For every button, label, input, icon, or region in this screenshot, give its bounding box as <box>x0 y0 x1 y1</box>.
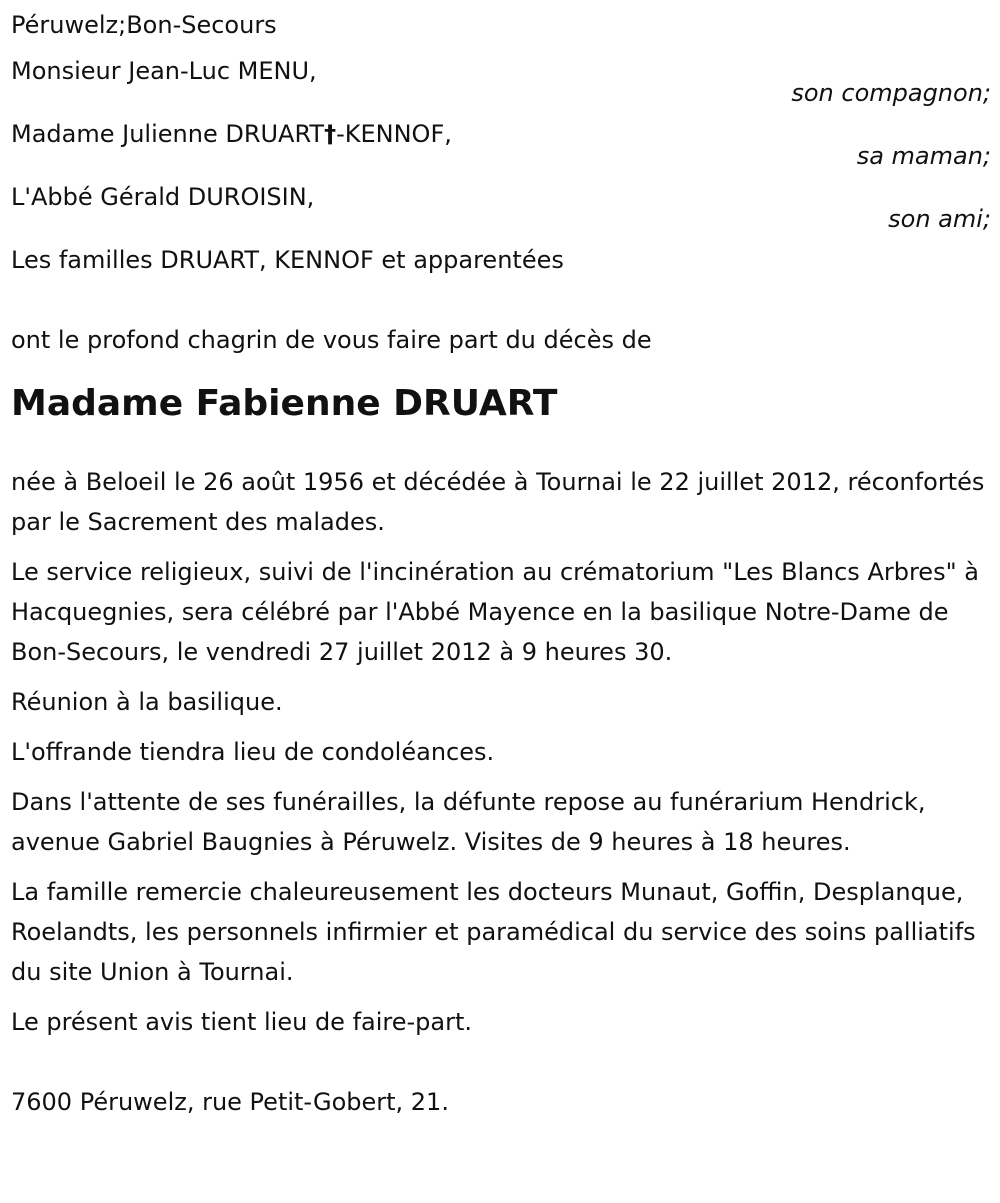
family-member <box>11 51 991 114</box>
paragraph-birth-death: née à Beloeil le 26 août 1956 et décédée à Tournai le 22 juillet 2012, réconfortés par le Sacrement des malades. <box>11 468 985 536</box>
family-member-role: sa maman; <box>856 142 991 170</box>
paragraph-service: Le service religieux, suivi de l'incinération au crématorium "Les Blancs Arbres" à Hacquegnies, sera célébré par l'Abbé Mayence en la basilique Notre-Dame de Bon-Secours, le vendredi 27 juillet 2012 à 9 heures 30. <box>11 558 979 666</box>
family-member-name-prefix: Madame Julienne DRUART <box>11 120 325 148</box>
families-line: Les familles DRUART, KENNOF et apparentées <box>11 246 564 274</box>
family-member <box>11 114 991 177</box>
family-member <box>11 177 991 240</box>
cross-icon: † <box>324 120 337 148</box>
address: 7600 Péruwelz, rue Petit-Gobert, 21. <box>11 1088 449 1116</box>
announcement-text: ont le profond chagrin de vous faire part du décès de <box>11 326 652 354</box>
location-header: Péruwelz;Bon-Secours <box>11 11 277 39</box>
family-list <box>11 51 991 240</box>
deceased-name: Madame Fabienne DRUART <box>11 383 558 424</box>
paragraph-offering: L'offrande tiendra lieu de condoléances. <box>11 738 495 766</box>
family-member-name: L'Abbé Gérald DUROISIN, <box>11 183 315 211</box>
paragraph-reunion: Réunion à la basilique. <box>11 688 283 716</box>
paragraph-funerarium: Dans l'attente de ses funérailles, la défunte repose au funérarium Hendrick, avenue Gabriel Baugnies à Péruwelz. Visites de 9 heures à 18 heures. <box>11 788 926 856</box>
family-member-name-suffix: -KENNOF, <box>336 120 452 148</box>
paragraph-notice: Le présent avis tient lieu de faire-part. <box>11 1008 473 1036</box>
family-member-name <box>11 114 452 154</box>
family-member-role: son ami; <box>888 205 991 233</box>
paragraph-thanks: La famille remercie chaleureusement les docteurs Munaut, Goffin, Desplanque, Roelandts, les personnels infirmier et paramédical du service des soins palliatifs du site Union à Tournai. <box>11 878 976 986</box>
family-member-role: son compagnon; <box>791 79 991 107</box>
family-member-name: Monsieur Jean-Luc MENU, <box>11 57 317 85</box>
obituary-notice <box>11 5 991 1122</box>
